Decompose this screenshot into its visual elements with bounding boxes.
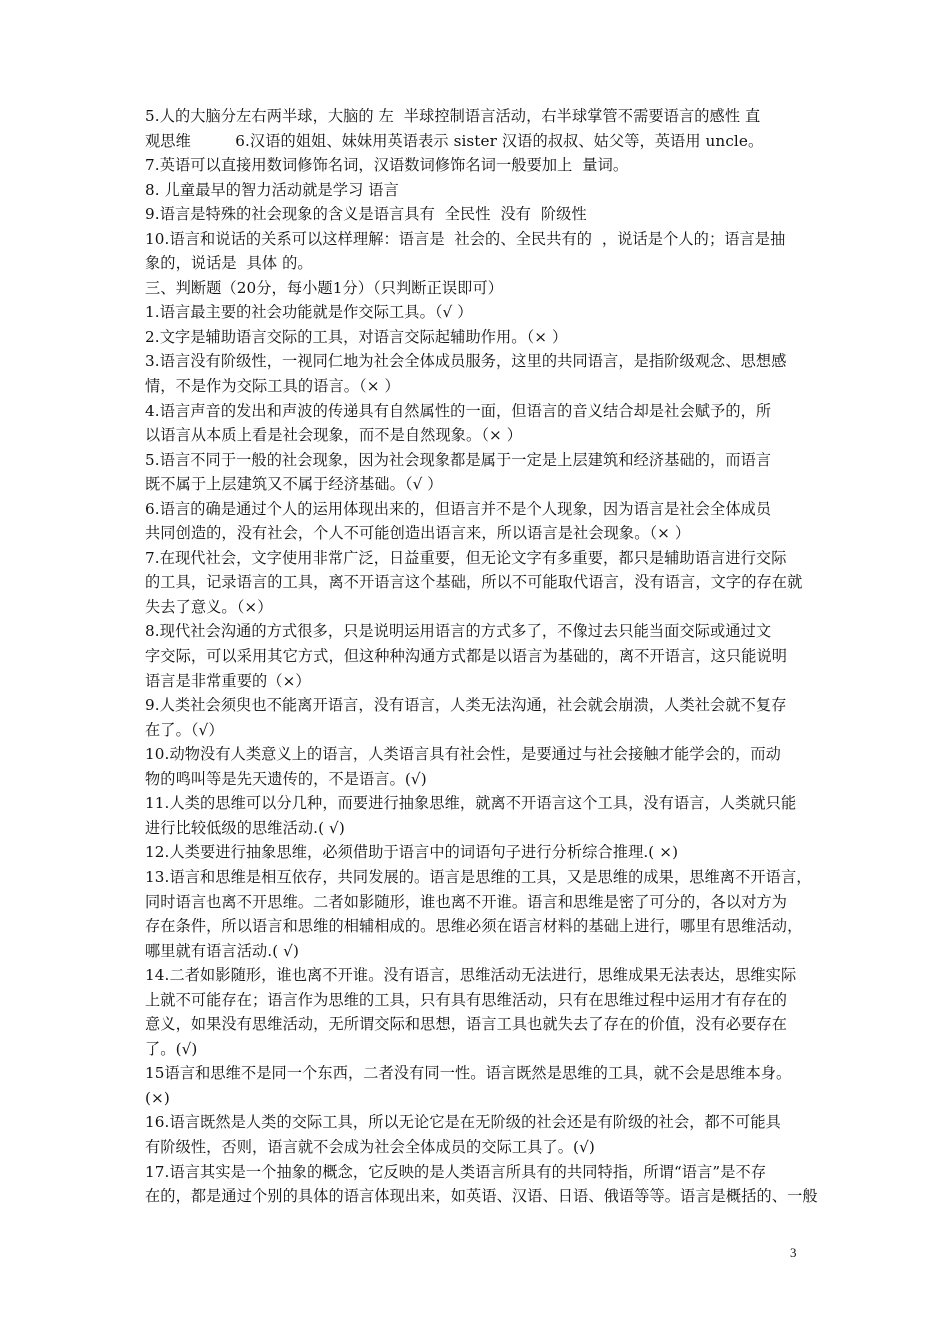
- text-line: 共同创造的，没有社会，个人不可能创造出语言来，所以语言是社会现象。（× ）: [145, 524, 691, 543]
- section-heading: 三、判断题（20分，每小题1分）（只判断正误即可）: [145, 278, 504, 297]
- text-line: 进行比较低级的思维活动.( √): [145, 818, 345, 837]
- document-body: [145, 104, 845, 1209]
- text-line: 既不属于上层建筑又不属于经济基础。（√ ）: [145, 475, 443, 494]
- text-line: 语言是非常重要的（×）: [145, 671, 311, 690]
- text-line: 8. 儿童最早的智力活动就是学习 语言: [145, 180, 399, 199]
- text-line: (×): [145, 1088, 170, 1107]
- text-line: 16.语言既然是人类的交际工具，所以无论它是在无阶级的社会还是有阶级的社会，都不可能具: [145, 1113, 781, 1132]
- text-line: 了。(√): [145, 1039, 198, 1058]
- text-line: 9.人类社会须臾也不能离开语言，没有语言，人类无法沟通，社会就会崩溃，人类社会就不复存: [145, 696, 787, 715]
- text-line: 10.语言和说话的关系可以这样理解：语言是 社会的、全民共有的 ，说话是个人的；语言是抽: [145, 229, 786, 248]
- text-line: 13.语言和思维是相互依存，共同发展的。语言是思维的工具，又是思维的成果，思维离不开语言，: [145, 867, 812, 886]
- text-line: 同时语言也离不开思维。二者如影随形，谁也离不开谁。语言和思维是密了可分的，各以对方为: [145, 892, 788, 911]
- text-line: 17.语言其实是一个抽象的概念，它反映的是人类语言所具有的共同特指，所谓“语言”是不存: [145, 1162, 767, 1181]
- text-line: 12.人类要进行抽象思维，必须借助于语言中的词语句子进行分析综合推理.( ×): [145, 843, 679, 862]
- text-line: 上就不可能存在；语言作为思维的工具，只有具有思维活动，只有在思维过程中运用才有存在的: [145, 990, 788, 1009]
- text-line: 15语言和思维不是同一个东西，二者没有同一性。语言既然是思维的工具，就不会是思维本身。: [145, 1064, 792, 1083]
- text-line: 象的，说话是 具体 的。: [145, 254, 313, 273]
- text-line: 有阶级性，否则，语言就不会成为社会全体成员的交际工具了。(√): [145, 1137, 595, 1156]
- text-line: 7.英语可以直接用数词修饰名词，汉语数词修饰名词一般要加上 量词。: [145, 156, 629, 175]
- text-line: 以语言从本质上看是社会现象，而不是自然现象。（× ）: [145, 426, 523, 445]
- page-number: 3: [790, 1245, 797, 1260]
- text-line: 14.二者如影随形，谁也离不开谁。没有语言，思维活动无法进行，思维成果无法表达，思维实际: [145, 966, 797, 985]
- text-line: 观思维 6.汉语的姐姐、妹妹用英语表示 sister 汉语的叔叔、姑父等，英语用 uncle。: [145, 131, 764, 150]
- text-line: 4.语言声音的发出和声波的传递具有自然属性的一面，但语言的音义结合却是社会赋予的，所: [145, 401, 772, 420]
- text-line: 5.语言不同于一般的社会现象，因为社会现象都是属于一定是上层建筑和经济基础的，而语言: [145, 450, 772, 469]
- text-line: 9.语言是特殊的社会现象的含义是语言具有 全民性 没有 阶级性: [145, 205, 587, 224]
- text-line: 3.语言没有阶级性，一视同仁地为社会全体成员服务，这里的共同语言，是指阶级观念、思想感: [145, 352, 787, 371]
- text-line: 7.在现代社会，文字使用非常广泛，日益重要，但无论文字有多重要，都只是辅助语言进行交际: [145, 548, 787, 567]
- text-line: 11.人类的思维可以分几种，而要进行抽象思维，就离不开语言这个工具，没有语言，人类就只能: [145, 794, 797, 813]
- text-line: 在了。（√）: [145, 720, 224, 739]
- text-line: 8.现代社会沟通的方式很多，只是说明运用语言的方式多了，不像过去只能当面交际或通过文: [145, 622, 772, 641]
- text-line: 5.人的大脑分左右两半球，大脑的 左 半球控制语言活动，右半球掌管不需要语言的感性 直: [145, 107, 761, 125]
- text-line: 1.语言最主要的社会功能就是作交际工具。（√ ）: [145, 303, 473, 322]
- text-line: 物的鸣叫等是先天遗传的，不是语言。(√): [145, 769, 427, 788]
- text-line: 在的，都是通过个别的具体的语言体现出来，如英语、汉语、日语、俄语等等。语言是概括的、一般: [145, 1187, 818, 1206]
- text-line: 2.文字是辅助语言交际的工具，对语言交际起辅助作用。（× ）: [145, 327, 568, 346]
- text-line: 字交际，可以采用其它方式，但这种种沟通方式都是以语言为基础的，离不开语言，这只能说明: [145, 647, 788, 666]
- text-line: 存在条件，所以语言和思维的相辅相成的。思维必须在语言材料的基础上进行，哪里有思维活动，: [145, 917, 803, 936]
- text-line: 10.动物没有人类意义上的语言，人类语言具有社会性，是要通过与社会接触才能学会的，而动: [145, 745, 781, 764]
- text-line: 的工具，记录语言的工具，离不开语言这个基础，所以不可能取代语言，没有语言，文字的存在就: [145, 573, 803, 592]
- text-line: 情，不是作为交际工具的语言。（× ）: [145, 377, 400, 396]
- text-line: 哪里就有语言活动.( √): [145, 941, 299, 960]
- text-line: 失去了意义。（×）: [145, 597, 273, 616]
- text-line: 6.语言的确是通过个人的运用体现出来的，但语言并不是个人现象，因为语言是社会全体成员: [145, 499, 772, 518]
- text-line: 意义，如果没有思维活动，无所谓交际和思想，语言工具也就失去了存在的价值，没有必要存在: [145, 1015, 788, 1034]
